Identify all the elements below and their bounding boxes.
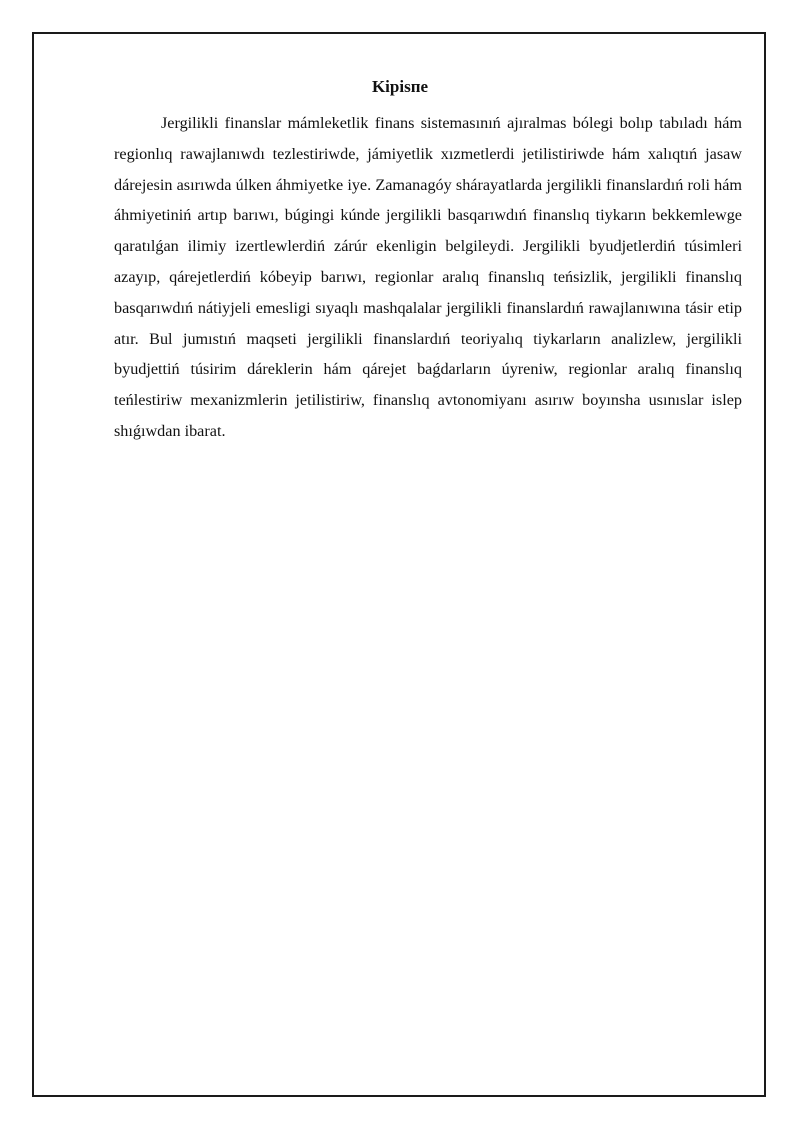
body-paragraph: Jergilikli finanslar mámleketlik finans sistemasınıń ajıralmas bólegi bolıp tabıladı hám regionlıq rawajlanıwdı tezlestiriwde, jámiyetlik xızmetlerdi jetilistiriwde hám xalıqtıń jasaw dárejesin asırıwda úlken áhmiyetke iye. Zamanagóy shárayatlarda jergilikli finanslardıń roli hám áhmiyetiniń artıp barıwı, búgingi kúnde jergilikli basqarıwdıń finanslıq tiykarın bekkemlewge qaratılǵan ilimiy izertlewlerdiń zárúr ekenligin belgileydi. Jergilikli byudjetlerdiń túsimleri azayıp, qárejetlerdiń kóbeyip barıwı, regionlar aralıq finanslıq teńsizlik, jergilikli finanslıq basqarıwdıń nátiyjeli emesligi sıyaqlı mashqalalar jergilikli finanslardıń rawajlanıwına tásir etip atır. Bul jumıstıń maqseti jergilikli finanslardıń teoriyalıq tiykarların analizlew, jergilikli byudjettiń túsirim dáreklerin hám qárejet baǵdarların úyreniw, regionlar aralıq finanslıq teńlestiriw mexanizmlerin jetilistiriw, finanslıq avtonomiyanı asırıw boyınsha usınıslar islep shıǵıwdan ibarat. [114,114,742,440]
section-heading: Kipisпе [371,77,429,96]
